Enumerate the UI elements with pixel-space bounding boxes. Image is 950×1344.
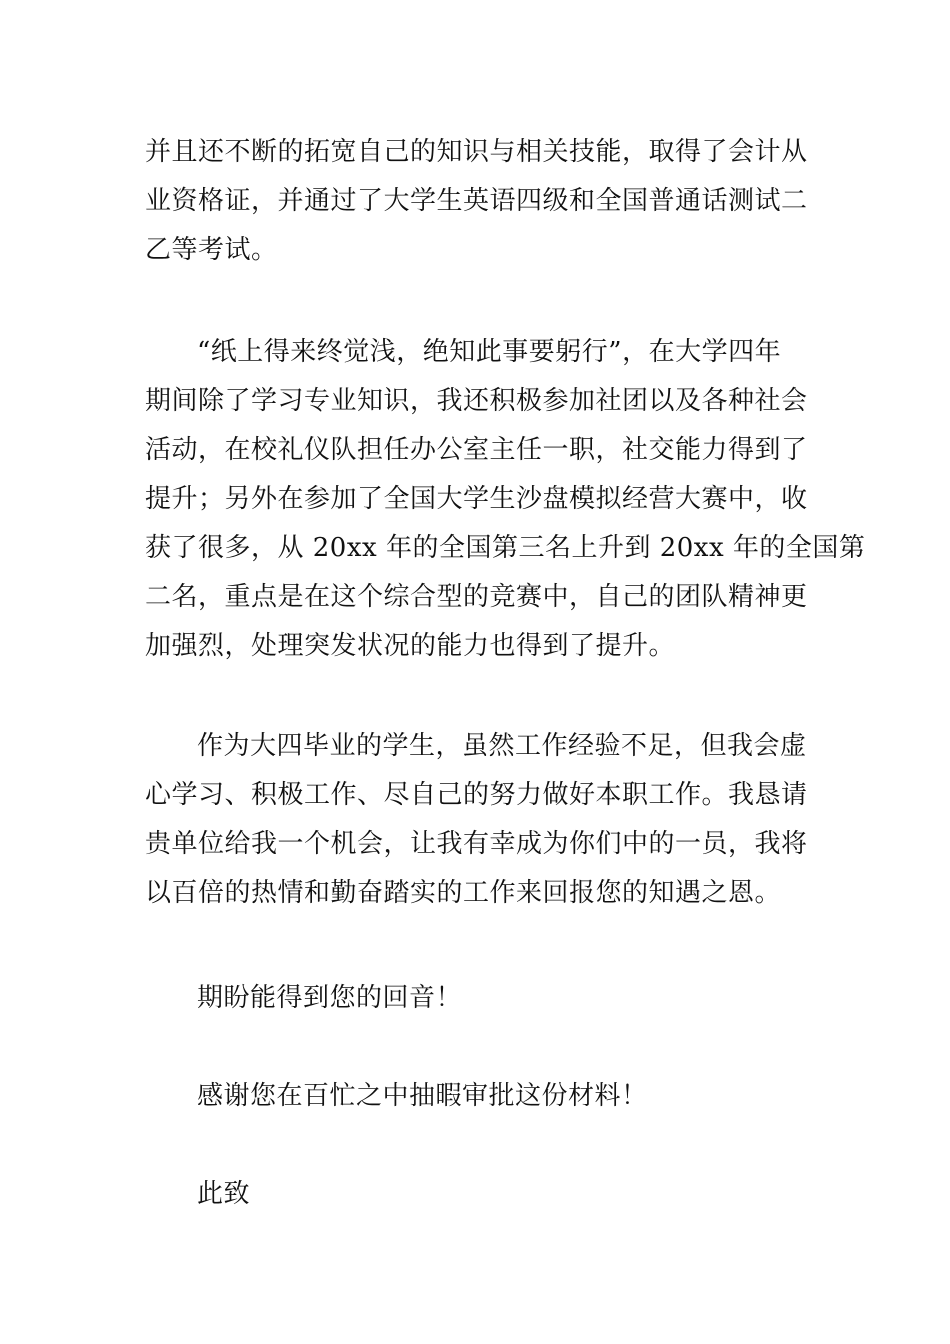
text-line: “纸上得来终觉浅，绝知此事要躬行”，在大学四年 — [197, 337, 782, 367]
paragraph-hope — [145, 974, 810, 1023]
text-line: 期间除了学习专业知识，我还积极参加社团以及各种社会 — [145, 386, 808, 416]
paragraph-request — [145, 722, 810, 918]
text-line: 并且还不断的拓宽自己的知识与相关技能，取得了会计从 — [145, 137, 808, 167]
paragraph-closing — [145, 1170, 810, 1219]
text-line: 心学习、积极工作、尽自己的努力做好本职工作。我恳请 — [145, 780, 808, 810]
text-line: 以百倍的热情和勤奋踏实的工作来回报您的知遇之恩。 — [145, 878, 782, 908]
text-line: 提升；另外在参加了全国大学生沙盘模拟经营大赛中，收 — [145, 484, 808, 514]
text-line: 此致 — [197, 1179, 251, 1209]
text-line: 感谢您在百忙之中抽暇审批这份材料！ — [197, 1081, 648, 1111]
text-line: 业资格证，并通过了大学生英语四级和全国普通话测试二 — [145, 186, 808, 216]
text-line: 作为大四毕业的学生，虽然工作经验不足，但我会虚 — [197, 731, 807, 761]
paragraph-thanks — [145, 1072, 810, 1121]
text-line: 加强烈，处理突发状况的能力也得到了提升。 — [145, 631, 676, 661]
paragraph-skills — [145, 128, 810, 275]
text-line: 贵单位给我一个机会，让我有幸成为你们中的一员，我将 — [145, 829, 808, 859]
text-line: 获了很多，从 20xx 年的全国第三名上升到 20xx 年的全国第 — [145, 533, 866, 563]
text-line: 期盼能得到您的回音！ — [197, 983, 463, 1013]
text-line: 活动，在校礼仪队担任办公室主任一职，社交能力得到了 — [145, 435, 808, 465]
paragraph-activities — [145, 328, 866, 671]
text-line: 二名，重点是在这个综合型的竞赛中，自己的团队精神更 — [145, 582, 808, 612]
text-line: 乙等考试。 — [145, 235, 278, 265]
